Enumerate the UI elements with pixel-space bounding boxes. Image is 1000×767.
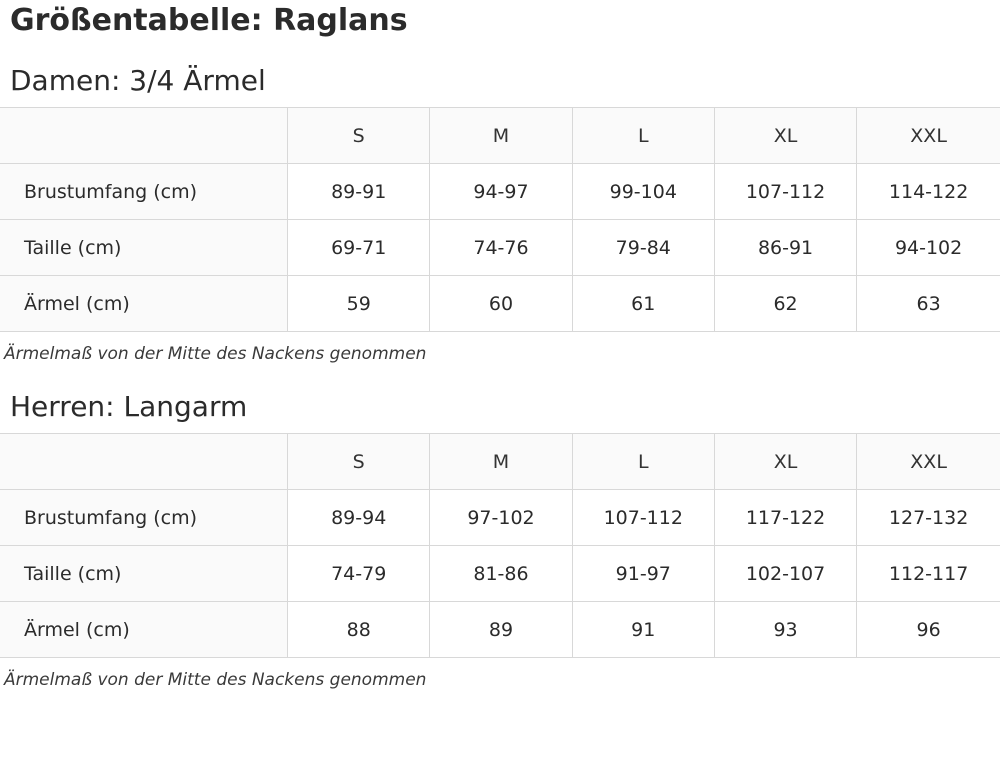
table-row	[0, 546, 1000, 602]
cell-chest-s: 89-94	[288, 490, 430, 546]
cell-sleeve-m: 60	[430, 276, 572, 332]
size-table-mens	[0, 433, 1000, 658]
row-label-sleeve: Ärmel (cm)	[0, 602, 288, 658]
column-header-m: M	[430, 108, 572, 164]
cell-sleeve-l: 61	[572, 276, 714, 332]
column-header-s: S	[288, 434, 430, 490]
row-label-chest: Brustumfang (cm)	[0, 490, 288, 546]
section-heading-mens: Herren: Langarm	[10, 390, 248, 423]
cell-chest-m: 94-97	[430, 164, 572, 220]
cell-waist-xxl: 112-117	[857, 546, 1000, 602]
table-corner-cell	[0, 108, 288, 164]
column-header-xxl: XXL	[857, 108, 1000, 164]
cell-waist-xl: 86-91	[714, 220, 856, 276]
cell-chest-l: 107-112	[572, 490, 714, 546]
row-label-sleeve: Ärmel (cm)	[0, 276, 288, 332]
row-label-waist: Taille (cm)	[0, 220, 288, 276]
table-header-row	[0, 108, 1000, 164]
cell-chest-xxl: 127-132	[857, 490, 1000, 546]
cell-waist-s: 69-71	[288, 220, 430, 276]
row-label-waist: Taille (cm)	[0, 546, 288, 602]
cell-waist-l: 91-97	[572, 546, 714, 602]
cell-sleeve-xxl: 96	[857, 602, 1000, 658]
cell-sleeve-xxl: 63	[857, 276, 1000, 332]
table-body-womens	[0, 164, 1000, 332]
cell-waist-s: 74-79	[288, 546, 430, 602]
cell-waist-m: 74-76	[430, 220, 572, 276]
cell-sleeve-m: 89	[430, 602, 572, 658]
cell-chest-xl: 117-122	[714, 490, 856, 546]
section-womens	[0, 38, 1000, 364]
page-title: Größentabelle: Raglans	[10, 3, 408, 38]
cell-waist-xxl: 94-102	[857, 220, 1000, 276]
cell-sleeve-l: 91	[572, 602, 714, 658]
table-head-mens	[0, 434, 1000, 490]
table-note-mens: Ärmelmaß von der Mitte des Nackens genommen	[4, 670, 427, 690]
cell-waist-m: 81-86	[430, 546, 572, 602]
table-header-row	[0, 434, 1000, 490]
row-label-chest: Brustumfang (cm)	[0, 164, 288, 220]
table-row	[0, 220, 1000, 276]
table-head-womens	[0, 108, 1000, 164]
column-header-xl: XL	[714, 434, 856, 490]
column-header-l: L	[572, 434, 714, 490]
table-body-mens	[0, 490, 1000, 658]
cell-chest-s: 89-91	[288, 164, 430, 220]
cell-chest-xxl: 114-122	[857, 164, 1000, 220]
column-header-xxl: XXL	[857, 434, 1000, 490]
cell-sleeve-s: 88	[288, 602, 430, 658]
column-header-xl: XL	[714, 108, 856, 164]
table-note-womens: Ärmelmaß von der Mitte des Nackens genommen	[4, 344, 427, 364]
cell-sleeve-xl: 93	[714, 602, 856, 658]
table-row	[0, 164, 1000, 220]
cell-sleeve-s: 59	[288, 276, 430, 332]
table-row	[0, 490, 1000, 546]
cell-sleeve-xl: 62	[714, 276, 856, 332]
column-header-s: S	[288, 108, 430, 164]
size-table-womens	[0, 107, 1000, 332]
section-mens	[0, 364, 1000, 690]
cell-waist-l: 79-84	[572, 220, 714, 276]
column-header-l: L	[572, 108, 714, 164]
cell-waist-xl: 102-107	[714, 546, 856, 602]
table-row	[0, 602, 1000, 658]
cell-chest-xl: 107-112	[714, 164, 856, 220]
cell-chest-m: 97-102	[430, 490, 572, 546]
cell-chest-l: 99-104	[572, 164, 714, 220]
table-corner-cell	[0, 434, 288, 490]
table-row	[0, 276, 1000, 332]
section-heading-womens: Damen: 3/4 Ärmel	[10, 64, 266, 97]
column-header-m: M	[430, 434, 572, 490]
